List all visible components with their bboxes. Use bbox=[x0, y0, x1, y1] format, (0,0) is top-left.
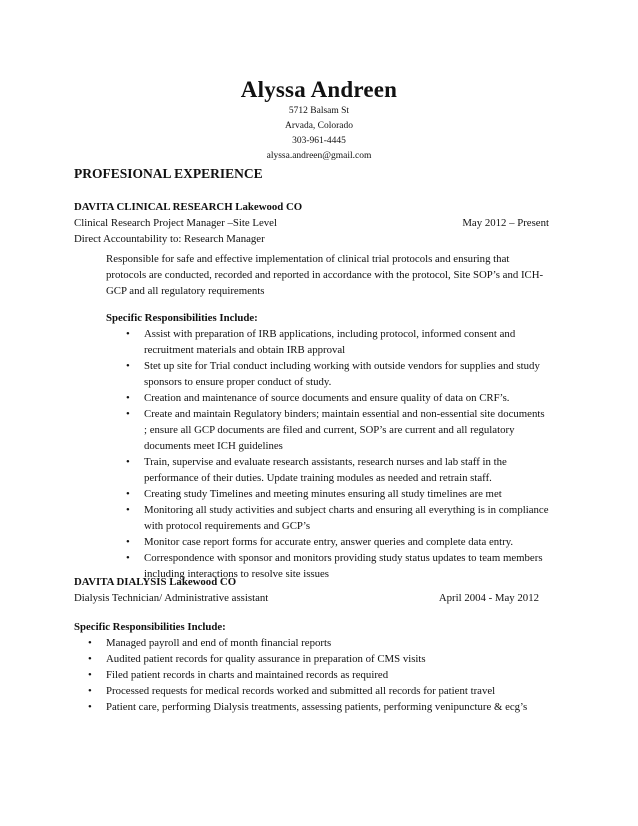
bullet-icon: • bbox=[88, 669, 92, 681]
job-title-row bbox=[74, 590, 539, 606]
job-dates: April 2004 - May 2012 bbox=[438, 592, 539, 604]
bullet-icon: • bbox=[126, 552, 130, 564]
list-item-text: Patient care, performing Dialysis treatments, assessing patients, performing venipuncture & ecg’s bbox=[106, 701, 528, 713]
job-title: Dialysis Technician/ Administrative assistant bbox=[74, 592, 269, 604]
list-item bbox=[88, 635, 549, 651]
list-item bbox=[88, 667, 549, 683]
employer-name: DAVITA DIALYSIS Lakewood CO bbox=[74, 576, 237, 588]
responsibilities-title: Specific Responsibilities Include: bbox=[106, 312, 258, 324]
bullet-icon: • bbox=[126, 408, 130, 420]
phone-line: 303-961-4445 bbox=[292, 136, 346, 146]
list-item-text: Create and maintain Regulatory binders; maintain essential and non-essential site documents ; ensure all GCP documents are filed and current, SOP’s are current and all regulatory documents meet ICH guidelines bbox=[144, 408, 545, 452]
list-item-text: Monitoring all study activities and subject charts and ensuring all everything is in compliance with protocol requirements and GCP’s bbox=[144, 504, 549, 532]
list-item-text: Train, supervise and evaluate research assistants, research nurses and lab staff in the performance of their duties. Update training modules as needed and retrain staff. bbox=[144, 456, 507, 484]
list-item bbox=[126, 358, 549, 390]
list-item-text: Managed payroll and end of month financial reports bbox=[106, 637, 332, 649]
list-item-text: Stet up site for Trial conduct including working with outside vendors for supplies and study sponsors to ensure proper conduct of study. bbox=[144, 360, 540, 388]
list-item bbox=[126, 326, 549, 358]
email-line: alyssa.andreen@gmail.com bbox=[266, 151, 372, 161]
candidate-name: Alyssa Andreen bbox=[240, 77, 398, 102]
list-item-text: Assist with preparation of IRB applications, including protocol, informed consent and recruitment materials and obtain IRB approval bbox=[144, 328, 516, 356]
job-title-row bbox=[74, 215, 549, 231]
list-item bbox=[88, 683, 549, 699]
list-item bbox=[88, 699, 549, 715]
job-title: Clinical Research Project Manager –Site Level bbox=[74, 217, 277, 229]
list-item bbox=[126, 534, 549, 550]
job-dates: May 2012 – Present bbox=[462, 217, 549, 229]
bullet-icon: • bbox=[126, 328, 130, 340]
bullet-icon: • bbox=[88, 637, 92, 649]
section-title-experience: PROFESIONAL EXPERIENCE bbox=[74, 166, 263, 181]
resume-header bbox=[0, 76, 638, 164]
bullet-icon: • bbox=[126, 488, 130, 500]
list-item-text: Audited patient records for quality assurance in preparation of CMS visits bbox=[106, 653, 426, 665]
city-line: Arvada, Colorado bbox=[284, 121, 354, 131]
list-item bbox=[126, 502, 549, 534]
bullet-icon: • bbox=[126, 456, 130, 468]
employer-name: DAVITA CLINICAL RESEARCH Lakewood CO bbox=[74, 201, 303, 213]
responsibilities-list bbox=[126, 326, 549, 582]
list-item bbox=[126, 454, 549, 486]
list-item-text: Creation and maintenance of source documents and ensure quality of data on CRF’s. bbox=[144, 392, 510, 404]
job-entry-clinical-research bbox=[74, 199, 549, 582]
list-item-text: Monitor case report forms for accurate entry, answer queries and complete data entry. bbox=[144, 536, 514, 548]
address-line: 5712 Balsam St bbox=[288, 106, 350, 116]
job-summary: Responsible for safe and effective implementation of clinical trial protocols and ensuring that protocols are conducted, recorded and reported in accordance with the protocol, Site SOP’s and ICH-GCP and all regulatory requirements bbox=[106, 253, 544, 297]
bullet-icon: • bbox=[88, 701, 92, 713]
list-item bbox=[126, 486, 549, 502]
job-entry-dialysis bbox=[74, 574, 549, 715]
responsibilities-title: Specific Responsibilities Include: bbox=[74, 621, 226, 633]
list-item bbox=[126, 406, 549, 454]
bullet-icon: • bbox=[126, 392, 130, 404]
bullet-icon: • bbox=[88, 653, 92, 665]
reports-to: Direct Accountability to: Research Manager bbox=[74, 233, 265, 245]
list-item bbox=[88, 651, 549, 667]
list-item-text: Filed patient records in charts and maintained records as required bbox=[106, 669, 389, 681]
bullet-icon: • bbox=[126, 360, 130, 372]
list-item-text: Correspondence with sponsor and monitors providing study status updates to team members including interactions to resolve site issues bbox=[144, 552, 543, 580]
list-item-text: Processed requests for medical records worked and submitted all records for patient travel bbox=[106, 685, 496, 697]
bullet-icon: • bbox=[126, 504, 130, 516]
list-item bbox=[126, 390, 549, 406]
bullet-icon: • bbox=[88, 685, 92, 697]
responsibilities-list bbox=[88, 635, 549, 715]
list-item-text: Creating study Timelines and meeting minutes ensuring all study timelines are met bbox=[144, 488, 502, 500]
bullet-icon: • bbox=[126, 536, 130, 548]
